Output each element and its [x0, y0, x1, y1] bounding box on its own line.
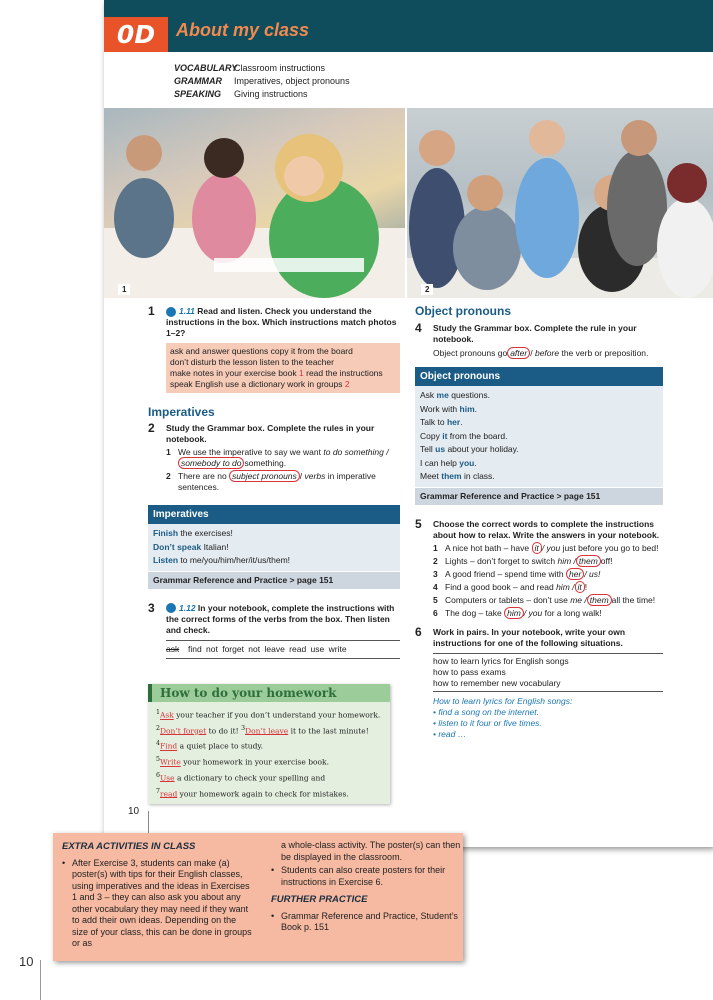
item-4	[433, 582, 663, 593]
item-number: 3	[433, 568, 438, 579]
highlight: Finish	[153, 528, 179, 538]
box-text: speak English use a dictionary work in groups	[170, 379, 343, 389]
situation: how to remember new vocabulary	[433, 677, 561, 688]
filled-answer: Ask	[159, 710, 174, 720]
exercise-number: 6	[415, 624, 422, 639]
highlight: Listen	[153, 555, 179, 565]
audio-track[interactable]: 1.12	[179, 602, 196, 613]
rule-text: Object pronouns go	[433, 348, 508, 358]
lesson-code: 0D	[104, 17, 168, 52]
exercise-number: 1	[148, 304, 155, 318]
page-number-rule	[148, 811, 149, 833]
rule-text: There are no	[178, 471, 227, 481]
answer-number: 2	[344, 379, 350, 389]
item-text: off!	[600, 555, 613, 566]
item-number: 4	[433, 581, 438, 592]
exercise-1-instruction	[166, 306, 400, 339]
instruction-text: In your notebook, complete the instructions with the correct forms of the verbs from the box. Then listen and check.	[166, 602, 395, 635]
rule-line	[433, 348, 663, 359]
example-line	[153, 527, 395, 541]
example-line	[420, 403, 658, 417]
box-line	[170, 379, 396, 390]
circled-answer: her	[566, 568, 584, 580]
teacher-bullet: • After Exercise 3, students can make (a) poster(s) with tips for their English classes, using imperatives and the ideas in Exercises 1 and 3 – they can also ask you about any other vocabulary they may need if they want to add their own ideas. Depending on the size of your class, this can be done in groups or as	[62, 858, 252, 950]
poster-body	[148, 702, 390, 804]
example-line	[420, 416, 658, 430]
photo2-illustration	[407, 108, 713, 298]
grammar-box-body	[415, 386, 663, 487]
instructions-box	[166, 343, 400, 393]
box-text: make notes in your exercise book	[170, 368, 297, 378]
highlight: it	[442, 430, 448, 441]
circled-answer: after	[507, 347, 530, 359]
highlight: me	[436, 390, 449, 400]
item-number: 5	[433, 594, 438, 605]
exercise-3-instruction	[166, 603, 400, 636]
answer-number: 1	[299, 368, 304, 378]
example-text: Meet	[420, 471, 439, 481]
item-text: !	[584, 581, 588, 592]
photo-students-writing	[104, 108, 405, 298]
poster-text: your homework again to check for mistakes.	[179, 789, 349, 799]
teacher-col-right	[271, 840, 461, 934]
item-number: 5	[156, 756, 160, 764]
box-line	[170, 368, 396, 379]
section-title: Imperatives	[148, 405, 215, 419]
filled-answer: Use	[159, 773, 175, 783]
poster-text: a quiet place to study.	[179, 741, 264, 751]
exercise-number: 3	[148, 600, 155, 615]
item-text: Find a good book – and read	[445, 581, 554, 592]
example-line	[420, 470, 658, 484]
grammar-box-heading: Object pronouns	[415, 367, 663, 386]
example-line	[420, 443, 658, 457]
poster-line	[156, 737, 382, 753]
example-text: Ask	[420, 390, 435, 400]
focus-value: Giving instructions	[234, 89, 308, 99]
photo-number: 2	[421, 284, 433, 295]
grammar-reference-link[interactable]: Grammar Reference and Practice > page 151	[148, 571, 400, 589]
poster-line	[156, 769, 382, 785]
circled-answer: it	[532, 542, 542, 554]
model-line: • find a song on the internet.	[433, 706, 539, 717]
audio-icon[interactable]	[166, 603, 176, 613]
item-number: 1	[433, 542, 438, 553]
outer-page-number: 10	[19, 954, 34, 969]
example-text: questions.	[451, 390, 490, 400]
teacher-heading: FURTHER PRACTICE	[271, 894, 368, 905]
situation: how to learn lyrics for English songs	[433, 655, 569, 666]
poster-line	[156, 753, 382, 769]
teacher-col-left	[62, 841, 252, 950]
exercise-number: 2	[148, 421, 155, 435]
rule-slash: /	[530, 348, 533, 358]
example-line	[420, 389, 658, 403]
focus-label: GRAMMAR	[174, 76, 222, 86]
poster-title: How to do your homework	[148, 684, 390, 702]
poster-text: your homework in your exercise book.	[183, 757, 329, 767]
rule-slash: /	[299, 471, 303, 481]
rule-option: verbs	[304, 471, 326, 481]
example-text: Tell	[420, 444, 433, 454]
item-text: all the time!	[611, 594, 656, 605]
photo-number: 1	[118, 284, 130, 295]
focus-value: Imperatives, object pronouns	[234, 76, 350, 86]
item-number: 4	[156, 740, 160, 748]
poster-text: to do it!	[208, 726, 239, 736]
grammar-reference-link[interactable]: Grammar Reference and Practice > page 151	[415, 487, 663, 505]
item-5	[433, 595, 663, 606]
item-1	[433, 543, 663, 554]
box-line: ask and answer questions copy it from the board	[170, 346, 353, 356]
focus-label: SPEAKING	[174, 89, 222, 99]
focus-row	[174, 88, 350, 101]
item-number: 7	[156, 787, 160, 795]
inner-page-number: 10	[128, 806, 140, 817]
left-column	[148, 306, 400, 659]
filled-answer: Don’t forget	[159, 726, 207, 736]
teacher-bullet: • Grammar Reference and Practice, Student’s Book p. 151	[271, 911, 461, 934]
item-text: A nice hot bath – have	[445, 542, 530, 553]
item-number: 3	[241, 724, 246, 732]
item-3	[433, 569, 663, 580]
filled-answer: Find	[159, 741, 178, 751]
exercise-1	[148, 306, 400, 393]
poster-line	[156, 722, 382, 738]
item-text: Lights – don’t forget to switch	[445, 555, 556, 566]
model-line: • listen to it four or five times.	[433, 717, 542, 728]
poster-line	[156, 785, 382, 801]
circled-answer: them	[576, 555, 601, 567]
poster-text: a dictionary to check your spelling and	[176, 773, 326, 783]
photo1-illustration	[104, 108, 405, 298]
rule-number: 1	[166, 447, 171, 457]
lesson-header	[104, 0, 713, 52]
teacher-notes-box	[53, 833, 463, 961]
circled-answer: them	[587, 594, 612, 606]
situation: how to pass exams	[433, 666, 506, 677]
grammar-box-body	[148, 524, 400, 571]
item-number: 1	[156, 709, 160, 716]
highlight: you	[459, 457, 475, 468]
highlight: Don’t speak	[153, 541, 202, 552]
verb-list: find not forget not leave read use write	[187, 643, 347, 654]
example-text: .	[474, 457, 477, 468]
model-title: How to learn lyrics for English songs:	[433, 695, 573, 706]
situations-box	[433, 653, 663, 692]
rule-text: We use the imperative to say we want	[178, 447, 321, 457]
circled-answer: him	[504, 607, 524, 619]
highlight: us	[435, 444, 446, 454]
item-number: 2	[433, 555, 438, 566]
verb-box	[166, 640, 400, 659]
example-text: from the board.	[449, 430, 508, 441]
example-text: about your holiday.	[447, 444, 519, 454]
example-text: in class.	[463, 471, 495, 481]
item-option: him /	[557, 555, 576, 566]
example-text: Italian!	[203, 541, 229, 552]
exercise-4-instruction: Study the Grammar box. Complete the rule in your notebook.	[433, 323, 637, 344]
item-number: 6	[433, 607, 438, 618]
object-pronouns-grammar-box	[415, 367, 663, 505]
example-text: I can help	[420, 457, 457, 468]
item-number: 6	[156, 771, 160, 779]
textbook-page	[104, 0, 713, 847]
exercise-2	[148, 423, 400, 493]
item-text: just before you go to bed!	[562, 542, 659, 553]
item-option: / you	[541, 542, 561, 553]
item-2	[433, 556, 663, 567]
item-option: me /	[570, 594, 587, 605]
circled-answer: subject pronouns	[229, 470, 300, 482]
instruction-text: Read and listen. Check you understand the instructions in the box. Which instructions match photos 1–2?	[166, 306, 397, 338]
crossed-word: ask	[166, 643, 180, 654]
rule-text: something.	[244, 458, 287, 468]
model-line: • read …	[433, 728, 467, 739]
exercise-6	[415, 624, 663, 740]
example-text: Talk to	[420, 417, 445, 427]
item-option: him /	[556, 581, 575, 592]
poster-text: it to the last minute!	[290, 726, 369, 736]
margin-rule	[40, 960, 41, 1000]
imperatives-section	[148, 407, 400, 493]
example-line	[153, 554, 395, 568]
highlight: him	[459, 403, 475, 414]
box-text: read the instructions	[306, 368, 383, 378]
poster-line	[156, 706, 382, 722]
section-title: Object pronouns	[415, 304, 511, 318]
teacher-continued: a whole-class activity. The poster(s) can then be displayed in the classroom.	[281, 840, 461, 862]
right-column	[415, 306, 663, 740]
item-text: Computers or tablets – don’t use	[445, 594, 568, 605]
circled-answer: it	[575, 581, 585, 593]
example-text: the exercises!	[180, 528, 233, 538]
imperatives-grammar-box	[148, 505, 400, 589]
example-text: .	[460, 417, 463, 427]
rule-text: the verb or preposition.	[561, 348, 649, 358]
rule-number: 2	[166, 471, 171, 481]
focus-value: Classroom instructions	[234, 63, 326, 73]
item-text: The dog – take	[445, 607, 502, 618]
rule-option: to do something /	[323, 447, 389, 457]
circled-answer: somebody to do	[178, 457, 244, 469]
example-text: to me/you/him/her/it/us/them!	[180, 555, 291, 565]
filled-answer: read	[159, 789, 178, 799]
exercise-5-instruction: Choose the correct words to complete the instructions about how to relax. Write the answers in your notebook.	[433, 518, 660, 540]
model-answer	[433, 696, 663, 740]
lesson-focus	[174, 62, 350, 101]
focus-row	[174, 75, 350, 88]
item-number: 2	[156, 724, 160, 732]
highlight: them	[441, 471, 462, 481]
teacher-bullet: • Students can also create posters for their instructions in Exercise 6.	[271, 865, 461, 888]
rule-2	[166, 471, 400, 493]
lesson-title: About my class	[176, 20, 310, 40]
poster-text: your teacher if you don’t understand your homework.	[176, 710, 381, 720]
focus-row	[174, 62, 350, 75]
teacher-heading: EXTRA ACTIVITIES IN CLASS	[62, 841, 196, 852]
exercise-2-instruction: Study the Grammar box. Complete the rules in your notebook.	[166, 423, 375, 444]
example-line	[420, 457, 658, 471]
rule-text: in imperative sentences.	[178, 471, 376, 492]
filled-answer: Don’t leave	[245, 726, 289, 736]
item-text: A good friend – spend time with	[445, 568, 564, 579]
exercise-3	[148, 600, 400, 659]
photo-group-with-teacher	[407, 108, 713, 298]
example-text: .	[474, 403, 478, 414]
grammar-box-heading: Imperatives	[148, 505, 400, 524]
item-option: / you	[523, 607, 543, 618]
audio-icon[interactable]	[166, 307, 176, 317]
exercise-number: 4	[415, 321, 422, 335]
exercise-4	[415, 323, 663, 359]
item-option: / us!	[584, 568, 601, 579]
highlight: her	[446, 417, 461, 427]
exercise-5	[415, 516, 663, 619]
homework-poster	[148, 684, 390, 804]
box-line: don’t disturb the lesson listen to the teacher	[170, 357, 334, 367]
focus-label: VOCABULARY	[174, 63, 238, 73]
rule-1	[166, 447, 400, 469]
filled-answer: Write	[159, 757, 181, 767]
example-line	[420, 430, 658, 444]
exercise-number: 5	[415, 516, 422, 531]
exercise-6-instruction: Work in pairs. In your notebook, write your own instructions for one of the following situations.	[433, 626, 626, 648]
audio-track[interactable]: 1.11	[179, 306, 195, 316]
example-text: Work with	[420, 403, 458, 414]
item-6	[433, 608, 663, 619]
example-text: Copy	[420, 430, 440, 441]
item-text: for a long walk!	[544, 607, 602, 618]
rule-option: before	[534, 348, 560, 358]
example-line	[153, 541, 395, 555]
